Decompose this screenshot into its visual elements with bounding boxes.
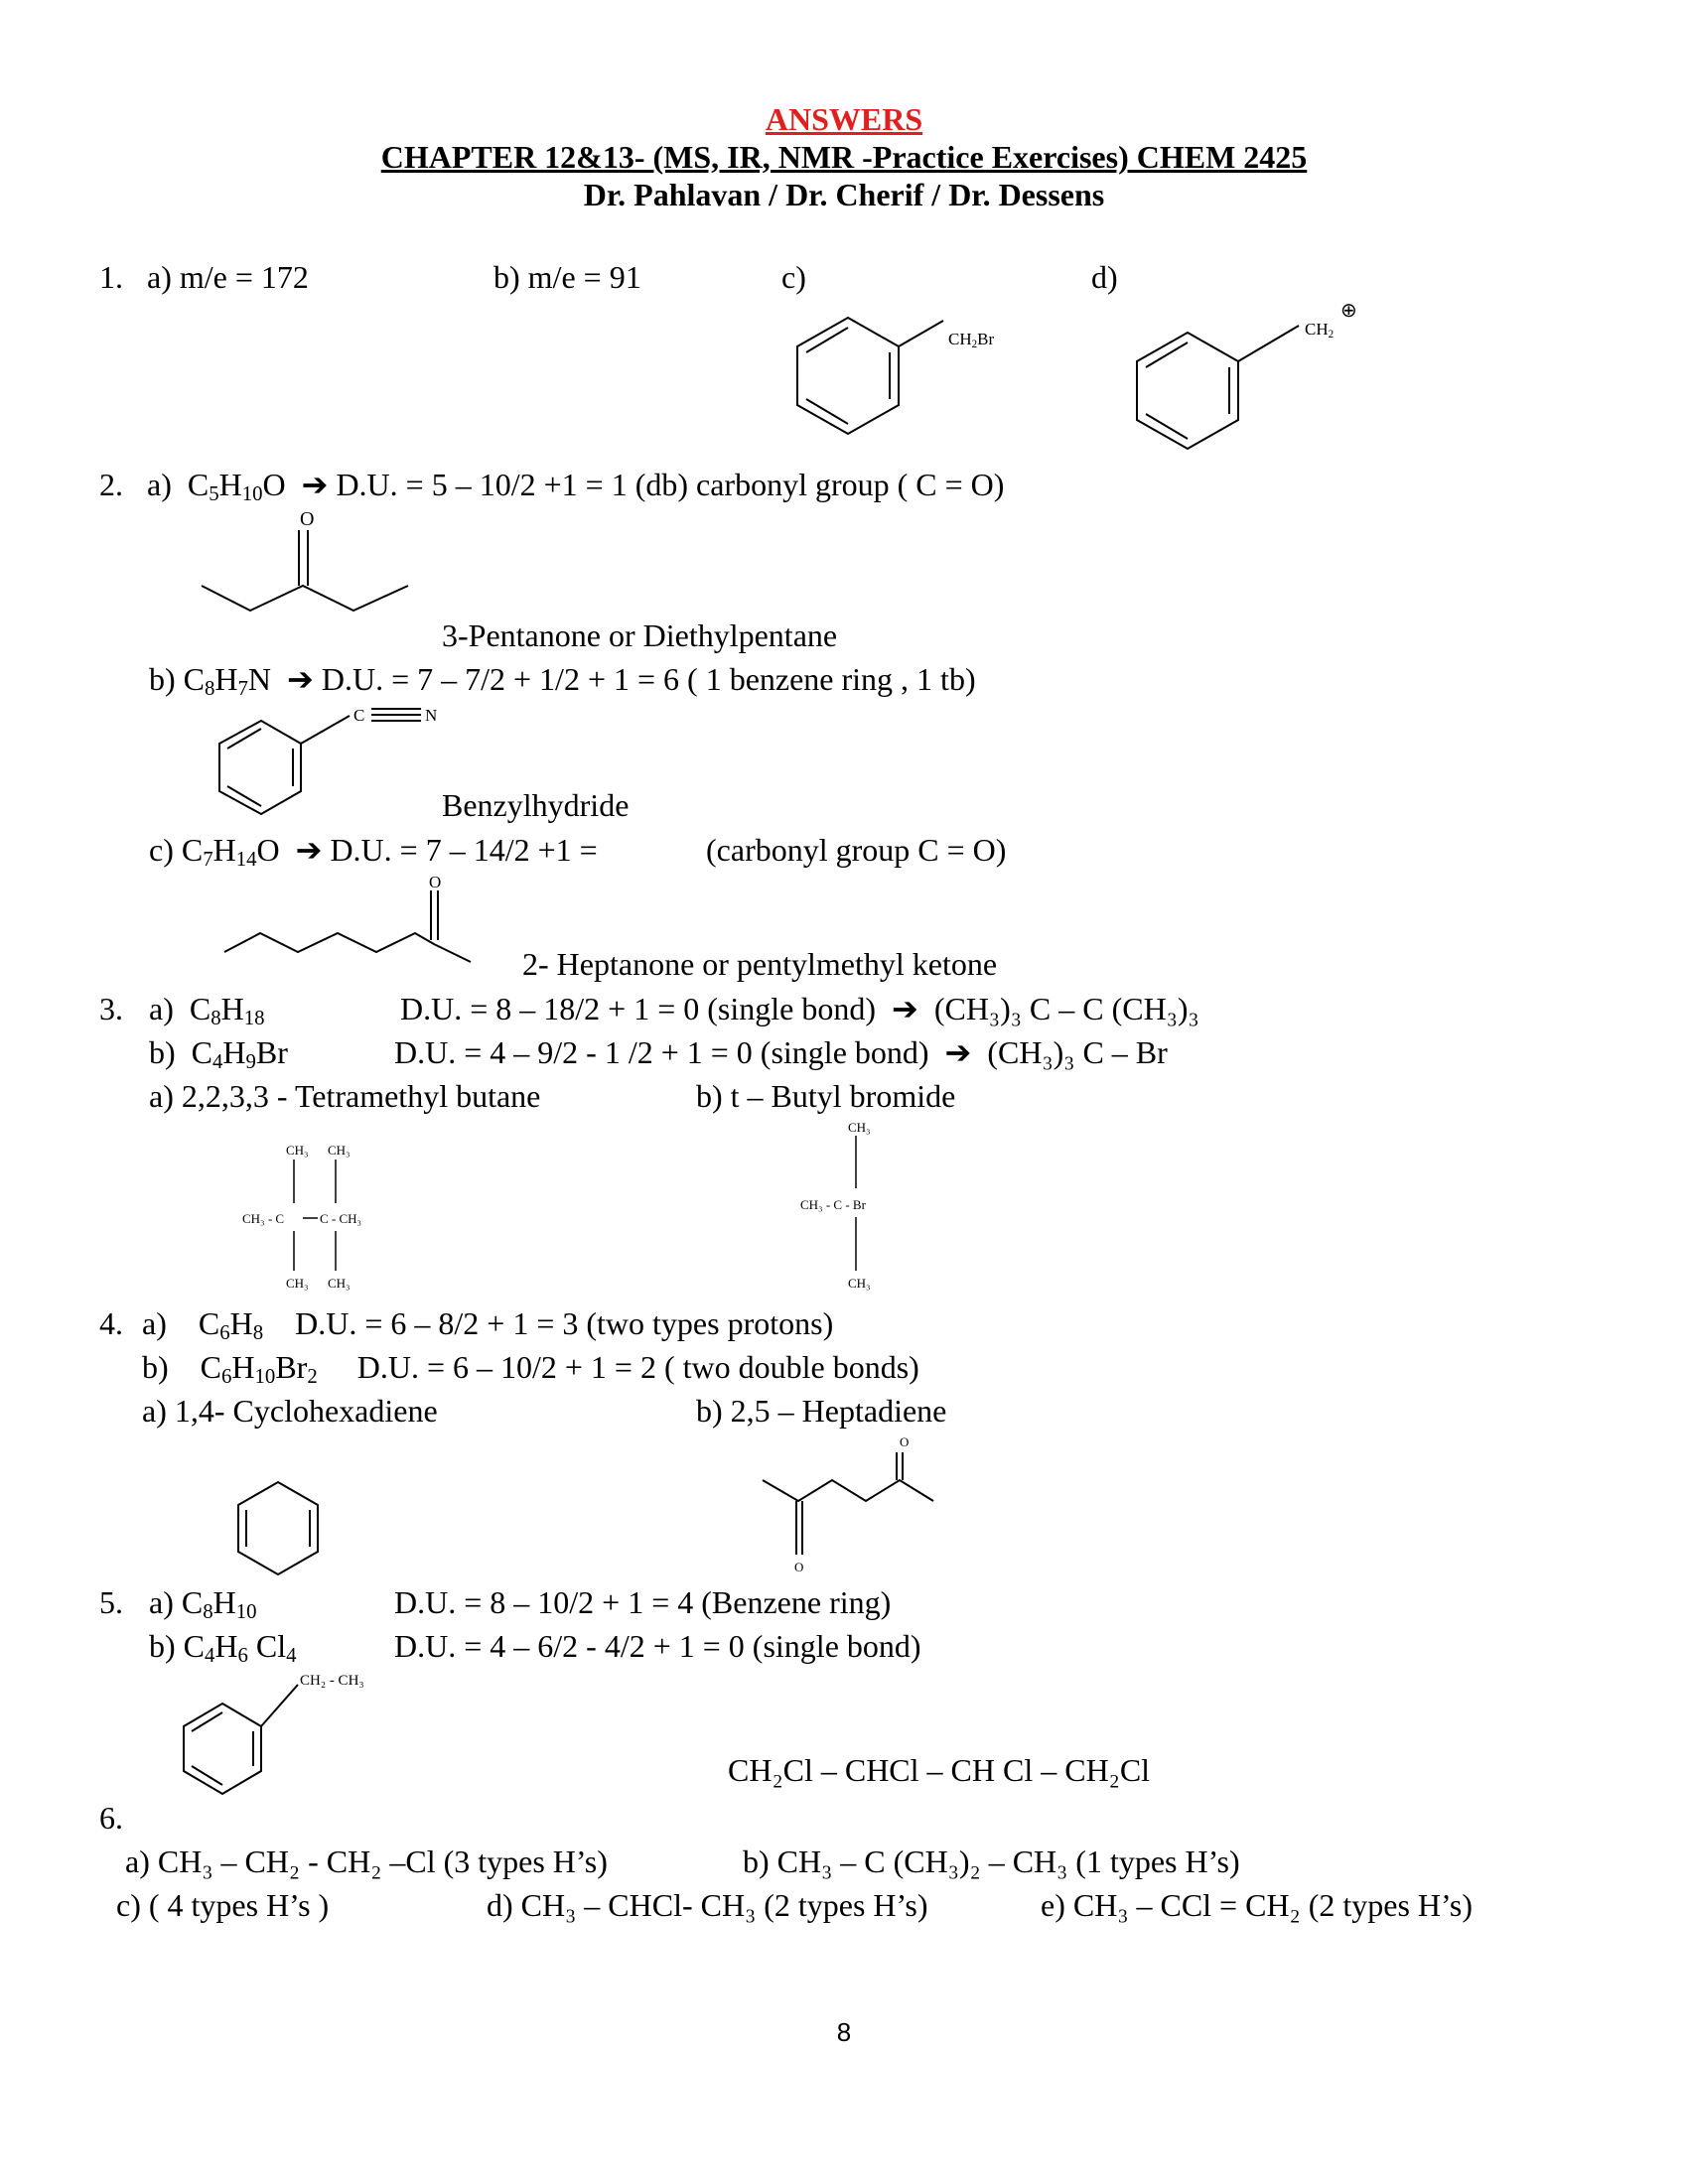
q6-e: e) CH₃ – CCl = CH₂ (2 types H’s) (1041, 1887, 1474, 1923)
q5-b-struct: CH₂Cl – CHCl – CH Cl – CH₂Cl (728, 1752, 1151, 1788)
answers-title: ANSWERS (765, 101, 923, 137)
q4-oxygen-bottom: O (794, 1560, 804, 1574)
q5-ethyl: CH₂ - CH₃ (300, 1673, 364, 1689)
ethylbenzene-structure (184, 1685, 298, 1794)
q4-number: 4. (99, 1305, 123, 1341)
diketone-structure (763, 1452, 933, 1555)
q5-b-formula: b) $C_4H_6$ $Cl_4$ (149, 1628, 297, 1668)
q2-b-nitrogen: N (425, 706, 438, 725)
arrow-icon: ➔ (295, 832, 323, 868)
tetramethylbutane-bonds (294, 1160, 336, 1271)
q6-number: 6. (99, 1800, 123, 1836)
arrow-icon: ➔ (287, 661, 314, 697)
chapter-title: CHAPTER 12&13- (MS, IR, NMR -Practice Exercises) CHEM 2425 (380, 139, 1308, 175)
q2-b-carbon: C (353, 706, 365, 725)
q1-b: b) m/e = 91 (493, 259, 641, 295)
q2-c-oxygen: O (429, 873, 442, 891)
q1-number: 1. (99, 259, 123, 295)
q3-b-du: D.U. = 4 – 9/2 - 1 /2 + 1 = 0 (single bond) ➔ (CH₃)₃ C – Br (394, 1034, 1168, 1070)
q3-number: 3. (99, 991, 123, 1026)
q2-b-line: b) $C_8H_7N$ ➔ D.U. = 7 – 7/2 + 1/2 + 1 = 6 ( 1 benzene ring , 1 tb) (149, 661, 976, 701)
q2-a-name: 3-Pentanone or Diethylpentane (442, 617, 838, 653)
q3-b-name: b) t – Butyl bromide (696, 1078, 956, 1114)
q3-ch3-bot1: CH₃ (286, 1276, 309, 1291)
q1-d-charge: ⊕ (1340, 300, 1357, 322)
q5-number: 5. (99, 1584, 123, 1620)
q1-d: d) (1091, 259, 1118, 295)
q3-a-name: a) 2,2,3,3 - Tetramethyl butane (149, 1078, 541, 1114)
benzyl-cation-structure (1137, 326, 1299, 449)
page-number: 8 (836, 2017, 852, 2047)
q4-a-line: a) $C_6H_8$ D.U. = 6 – 8/2 + 1 = 3 (two types protons) (142, 1305, 834, 1345)
q3-tbb-ch3-bot: CH₃ (848, 1276, 871, 1291)
q3-a-formula: a) $C_8H_{18}$ (149, 991, 265, 1030)
benzyl-bromide-structure (797, 318, 943, 434)
q4-a-name: a) 1,4- Cyclohexadiene (142, 1393, 438, 1429)
q2-b-name: Benzylhydride (442, 787, 630, 823)
q1-d-substituent: $CH_2$ (1305, 320, 1335, 341)
q3-ch3-top1: CH₃ (286, 1143, 309, 1158)
q3-ch3-top2: CH₃ (328, 1143, 351, 1158)
q6-b: b) CH₃ – C (CH₃)₂ – CH₃ (1 types H’s) (743, 1843, 1240, 1879)
q5-a-formula: a) $C_8H_{10}$ (149, 1584, 257, 1624)
cyclohexadiene-structure (238, 1482, 318, 1574)
q5-a-du: D.U. = 8 – 10/2 + 1 = 4 (Benzene ring) (394, 1584, 892, 1620)
arrow-icon: ➔ (301, 467, 329, 502)
q4-b-name: b) 2,5 – Heptadiene (696, 1393, 947, 1429)
q3-ch3-bot2: CH₃ (328, 1276, 351, 1291)
q2-c-line: c) $C_7H_{14}O$ ➔ D.U. = 7 – 14/2 +1 = (149, 832, 598, 872)
q1-c: c) (781, 259, 806, 295)
q6-c: c) ( 4 types H’s ) (116, 1887, 330, 1923)
q1-c-substituent: $CH_2Br$ (948, 330, 995, 350)
q3-left-mid-l: CH₃ - C (242, 1211, 285, 1226)
q1-a: a) m/e = 172 (147, 259, 309, 295)
pentanone-structure (202, 530, 408, 611)
q3-tbb-mid: CH₃ - C - Br (800, 1197, 866, 1212)
q2-c-note: (carbonyl group C = O) (706, 832, 1007, 868)
q3-b-formula: b) $C_4H_9Br$ (149, 1034, 288, 1074)
q4-b-line: b) $C_6H_{10}Br_2$ D.U. = 6 – 10/2 + 1 = 2 ( two double bonds) (142, 1349, 919, 1389)
q4-oxygen-top: O (900, 1434, 910, 1449)
q5-b-du: D.U. = 4 – 6/2 - 4/2 + 1 = 0 (single bond) (394, 1628, 921, 1664)
arrow-icon: ➔ (944, 1034, 972, 1070)
q2-c-name: 2- Heptanone or pentylmethyl ketone (522, 946, 998, 982)
arrow-icon: ➔ (892, 991, 918, 1026)
q2-a-oxygen: O (300, 508, 315, 530)
q3-a-du: D.U. = 8 – 18/2 + 1 = 0 (single bond) ➔ (CH₃)₃ C – C (CH₃)₃ (400, 991, 1199, 1026)
q2-number: 2. (99, 467, 123, 502)
authors: Dr. Pahlavan / Dr. Cherif / Dr. Dessens (583, 177, 1105, 212)
q6-a: a) CH₃ – CH₂ - CH₂ –Cl (3 types H’s) (125, 1843, 608, 1879)
q2-a-line: a) $C_5H_{10}O$ ➔ D.U. = 5 – 10/2 +1 = 1 (db) carbonyl group ( C = O) (147, 467, 1005, 506)
benzonitrile-structure (219, 706, 421, 814)
q6-d: d) CH₃ – CHCl- CH₃ (2 types H’s) (487, 1887, 928, 1923)
q3-tbb-ch3-top: CH₃ (848, 1120, 871, 1135)
heptanone-structure (224, 890, 471, 962)
q3-left-mid-r: C - CH₃ (320, 1211, 362, 1226)
